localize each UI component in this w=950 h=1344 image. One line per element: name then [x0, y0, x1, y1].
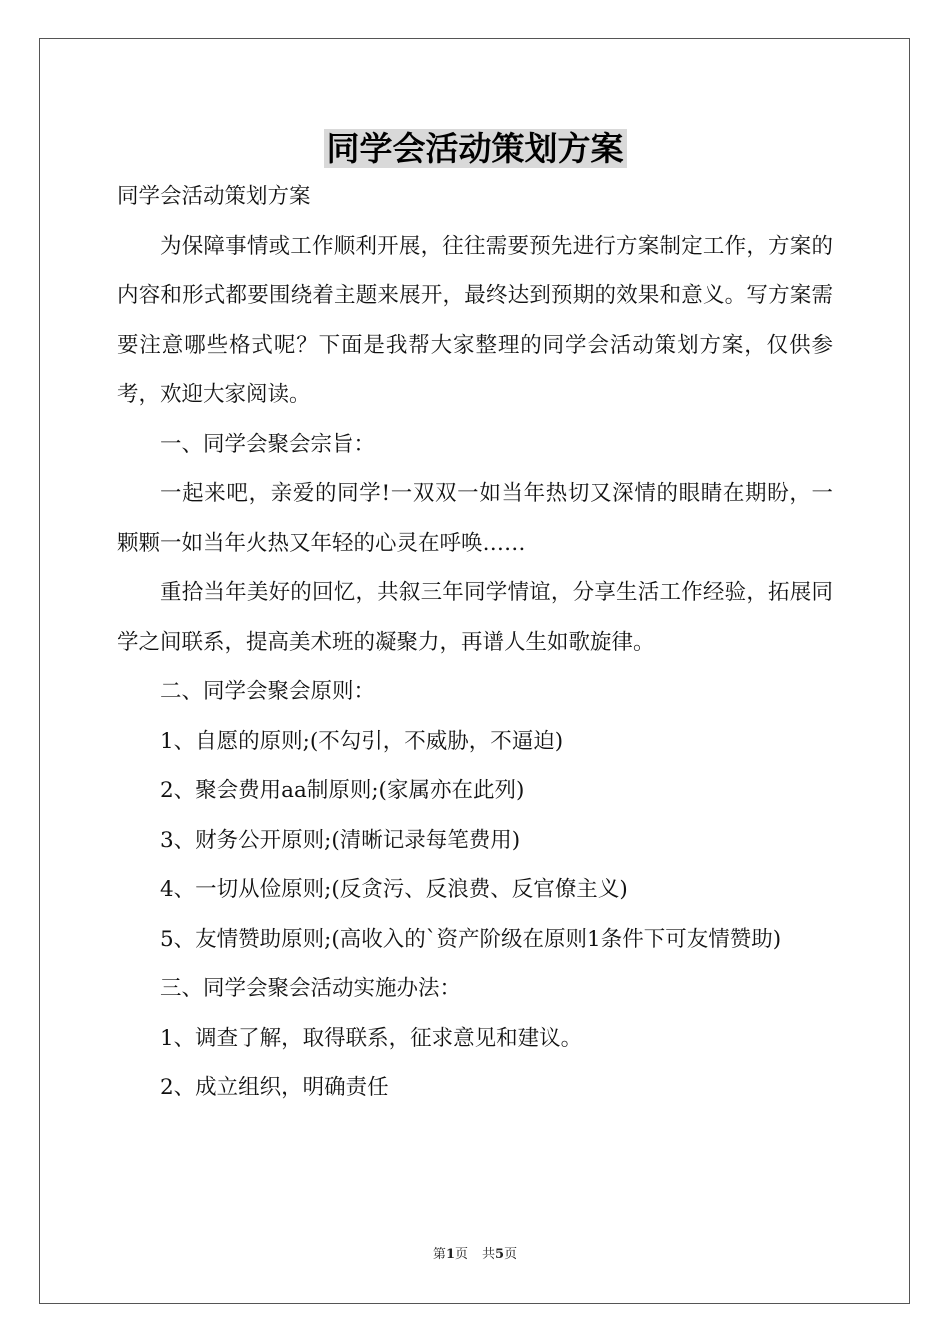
- footer-total-prefix: 共: [482, 1247, 496, 1262]
- footer-total-number: 5: [495, 1247, 505, 1262]
- list-item: 1、自愿的原则;(不勾引，不威胁，不逼迫): [160, 728, 564, 754]
- document-body: [117, 172, 833, 1113]
- section-heading-principles: 二、同学会聚会原则：: [160, 679, 376, 704]
- section-heading-purpose: 一、同学会聚会宗旨：: [160, 431, 376, 457]
- list-item: 3、财务公开原则;(清晰记录每笔费用): [160, 827, 521, 853]
- list-item: 5、友情赞助原则;(高收入的`资产阶级在原则1条件下可友情赞助): [160, 926, 782, 952]
- paragraph: 一起来吧，亲爱的同学!一双双一如当年热切又深情的眼睛在期盼，一颗颗一如当年火热又年轻的心灵在呼唤……: [117, 481, 833, 556]
- page-footer: [0, 1245, 950, 1265]
- footer-page-suffix: 页: [454, 1247, 468, 1262]
- footer-page-number: 1: [445, 1247, 455, 1262]
- paragraph: 重拾当年美好的回忆，共叙三年同学情谊，分享生活工作经验，拓展同学之间联系，提高美术班的凝聚力，再谱人生如歌旋律。: [117, 580, 833, 655]
- paragraph-subtitle: 同学会活动策划方案: [117, 184, 311, 209]
- list-item: 2、聚会费用aa制原则;(家属亦在此列): [160, 778, 525, 803]
- footer-total-suffix: 页: [504, 1247, 518, 1262]
- footer-page-prefix: 第: [432, 1247, 446, 1262]
- document-title-text: 同学会活动策划方案: [324, 129, 627, 168]
- list-item: 1、调查了解，取得联系，征求意见和建议。: [160, 1025, 583, 1051]
- list-item: 4、一切从俭原则;(反贪污、反浪费、反官僚主义): [160, 877, 628, 902]
- paragraph-intro: 为保障事情或工作顺利开展，往往需要预先进行方案制定工作，方案的内容和形式都要围绕着主题来展开，最终达到预期的效果和意义。写方案需要注意哪些格式呢？下面是我帮大家整理的同学会活动策划方案，仅供参考，欢迎大家阅读。: [117, 233, 833, 407]
- section-heading-methods: 三、同学会聚会活动实施办法：: [160, 976, 462, 1001]
- list-item: 2、成立组织，明确责任: [160, 1075, 389, 1100]
- document-title: [0, 124, 950, 174]
